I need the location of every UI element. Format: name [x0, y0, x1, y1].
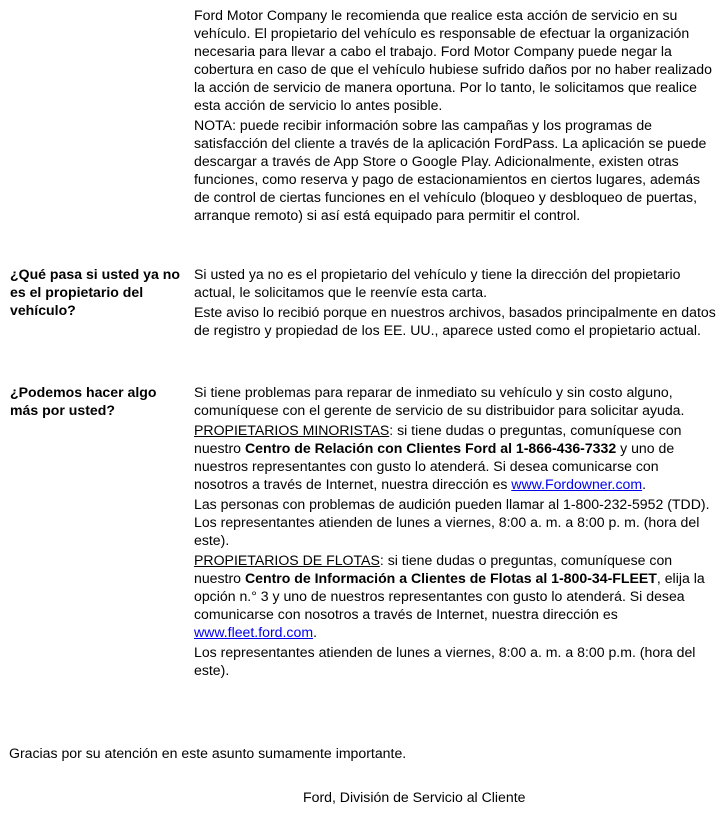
fleet-text-a: : si tiene dudas o preguntas, comuníquese con nuestro: [194, 552, 673, 586]
intro-paragraph-1: Ford Motor Company le recomienda que realice esta acción de servicio en su vehículo. El propietario del vehículo es responsable de efectuar la organización necesaria para llevar a cabo el trabajo. Ford Motor Company puede negar la cobertura en caso de que el vehículo hubiese sufrido daños por no haber realizado la acción de servicio de manera oportuna. Por lo tanto, le solicitamos que realice esta acción de servicio lo antes posible.: [194, 7, 712, 113]
fleet-text-b: , elija la opción n.° 3 y uno de nuestros representantes con gusto lo atenderá. Si desea comunicarse con nosotros a través de Internet, nuestra dirección es: [194, 570, 705, 622]
retail-text-b: y uno de nuestros representantes con gusto lo atenderá. Si desea comunicarse con nosotros a través de Internet, nuestra dirección es: [194, 440, 675, 492]
owner-paragraph-2: Este aviso lo recibió porque en nuestros archivos, basados principalmente en datos de registro y propiedad de los EE. UU., aparece usted como el propietario actual.: [194, 304, 716, 338]
fleet-text-c: .: [313, 624, 317, 640]
fleet-phone-bold: Centro de Información a Clientes de Flotas al 1-800-34-FLEET: [244, 570, 657, 586]
closing-line: Gracias por su atención en este asunto sumamente importante.: [9, 745, 407, 761]
signature-line: Ford, División de Servicio al Cliente: [303, 789, 526, 805]
intro-block: [194, 6, 716, 224]
retail-text-c: .: [642, 476, 647, 492]
section-owner-heading: ¿Qué pasa si usted ya no es el propietario del vehículo?: [10, 266, 180, 318]
fleet-owners-paragraph: [194, 551, 716, 641]
owner-paragraph-1: Si usted ya no es el propietario del vehículo y tiene la dirección del propietario actual, le solicitamos que le reenvíe esta carta.: [194, 266, 681, 300]
hours-paragraph: Los representantes atienden de lunes a viernes, 8:00 a. m. a 8:00 p.m. (hora del este).: [194, 644, 696, 678]
section-help-body: [194, 383, 716, 679]
help-paragraph-1: Si tiene problemas para reparar de inmediato su vehículo y sin costo alguno, comuníquese con el gerente de servicio de su distribuidor para solicitar ayuda.: [194, 384, 685, 418]
fleet-link[interactable]: www.fleet.ford.com: [194, 624, 314, 640]
fleet-owners-label: PROPIETARIOS DE FLOTAS: [194, 552, 380, 568]
retail-phone-bold: Centro de Relación con Clientes Ford al 1-866-436-7332: [244, 440, 617, 456]
tdd-paragraph: Las personas con problemas de audición pueden llamar al 1-800-232-5952 (TDD). Los representantes atienden de lunes a viernes, 8:00 a. m. a 8:00 p. m. (hora del este).: [194, 496, 710, 548]
retail-owners-label: PROPIETARIOS MINORISTAS: [194, 422, 390, 438]
fordowner-link[interactable]: www.Fordowner.com: [511, 476, 643, 492]
section-owner-body: [194, 265, 716, 339]
retail-owners-paragraph: [194, 421, 716, 493]
retail-text-a: : si tiene dudas o preguntas, comuníquese con nuestro: [194, 422, 682, 456]
section-help-heading: ¿Podemos hacer algo más por usted?: [10, 384, 157, 418]
intro-paragraph-note: NOTA: puede recibir información sobre las campañas y los programas de satisfacción del cliente a través de la aplicación FordPass. La aplicación se puede descargar a través de App Store o Google Play. Adicionalmente, existen otras funciones, como reserva y pago de estacionamientos en ciertos lugares, además de control de ciertas funciones en el vehículo (bloqueo y desbloqueo de puertas, arranque remoto) si así está equipado para permitir el control.: [194, 117, 707, 223]
